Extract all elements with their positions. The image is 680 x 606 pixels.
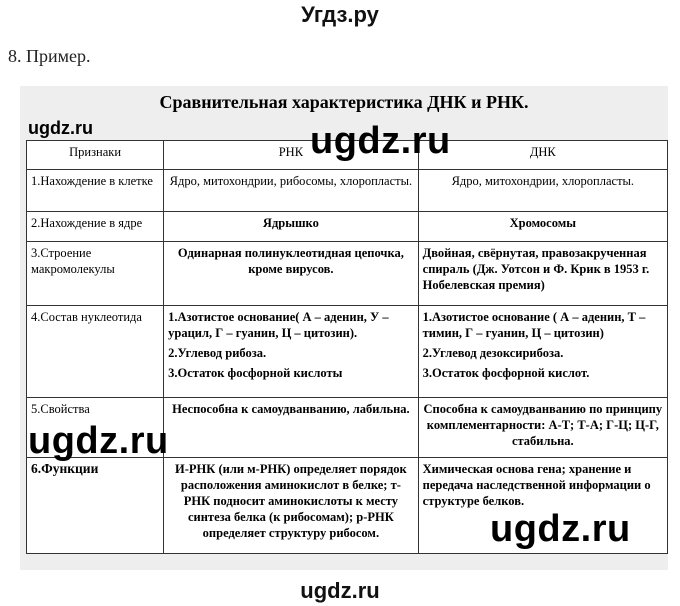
site-title: Угдз.ру <box>301 2 379 27</box>
header-dna: ДНК <box>418 141 667 170</box>
rna-composition-line: 2.Углевод рибоза. <box>168 346 267 360</box>
row-rna: Неспособна к самоудванванию, лабильна. <box>164 398 419 458</box>
table-row <box>27 306 668 398</box>
watermark: ugdz.ru <box>310 120 451 162</box>
task-label: 8. Пример. <box>8 46 91 66</box>
row-dna: Хромосомы <box>418 212 667 242</box>
row-feature: 5.Свойства <box>27 398 164 458</box>
table-title: Сравнительная характеристика ДНК и РНК. <box>159 92 529 112</box>
header-rna: РНК <box>164 141 419 170</box>
row-feature: 1.Нахождение в клетке <box>27 170 164 212</box>
table-row <box>27 170 668 212</box>
row-rna: Ядро, митохондрии, рибосомы, хлоропласты. <box>164 170 419 212</box>
dna-composition-line: 2.Углевод дезоксирибоза. <box>422 346 564 360</box>
row-rna: Одинарная полинуклеотидная цепочка, кроме вирусов. <box>164 242 419 306</box>
rna-composition-line: 3.Остаток фосфорной кислоты <box>168 366 343 380</box>
comparison-table <box>26 140 668 554</box>
watermark: ugdz.ru <box>28 118 93 138</box>
table-row <box>27 212 668 242</box>
row-dna: Способна к самоудванванию по принципу комплементарности: А-Т; Т-А; Г-Ц; Ц-Г, стабильна. <box>418 398 667 458</box>
watermark: ugdz.ru <box>28 420 169 462</box>
row-dna: Ядро, митохондрии, хлоропласты. <box>418 170 667 212</box>
row-feature: 2.Нахождение в ядре <box>27 212 164 242</box>
watermark: ugdz.ru <box>490 508 631 550</box>
row-rna: И-РНК (или м-РНК) определяет порядок расположения аминокислот в белке; т-РНК подносит аминокислоты к месту синтеза белка (к рибосомам); р-РНК определяет структуру рибосом. <box>164 458 419 554</box>
table-row <box>27 242 668 306</box>
row-feature: 3.Строение макромолекулы <box>27 242 164 306</box>
row-dna: Двойная, свёрнутая, правозакрученная спираль (Дж. Уотсон и Ф. Крик в 1953 г. Нобелевская премия) <box>418 242 667 306</box>
rna-composition-line: 1.Азотистое основание( А – аденин, У – урацил, Г – гуанин, Ц – цитозин). <box>168 310 389 340</box>
row-feature: 4.Состав нуклеотида <box>27 306 164 398</box>
site-footer: ugdz.ru <box>300 578 380 603</box>
row-feature: 6.Функции <box>27 458 164 554</box>
dna-composition-line: 3.Остаток фосфорной кислот. <box>422 366 590 380</box>
header-feature: Признаки <box>27 141 164 170</box>
row-rna: Ядрышко <box>164 212 419 242</box>
row-rna <box>164 306 419 398</box>
dna-composition-line: 1.Азотистое основание ( А – аденин, Т – тимин, Г – гуанин, Ц – цитозин) <box>422 310 646 340</box>
row-dna <box>418 306 667 398</box>
row-dna: Химическая основа гена; хранение и передача наследственной информации о структуре белков. <box>418 458 667 554</box>
